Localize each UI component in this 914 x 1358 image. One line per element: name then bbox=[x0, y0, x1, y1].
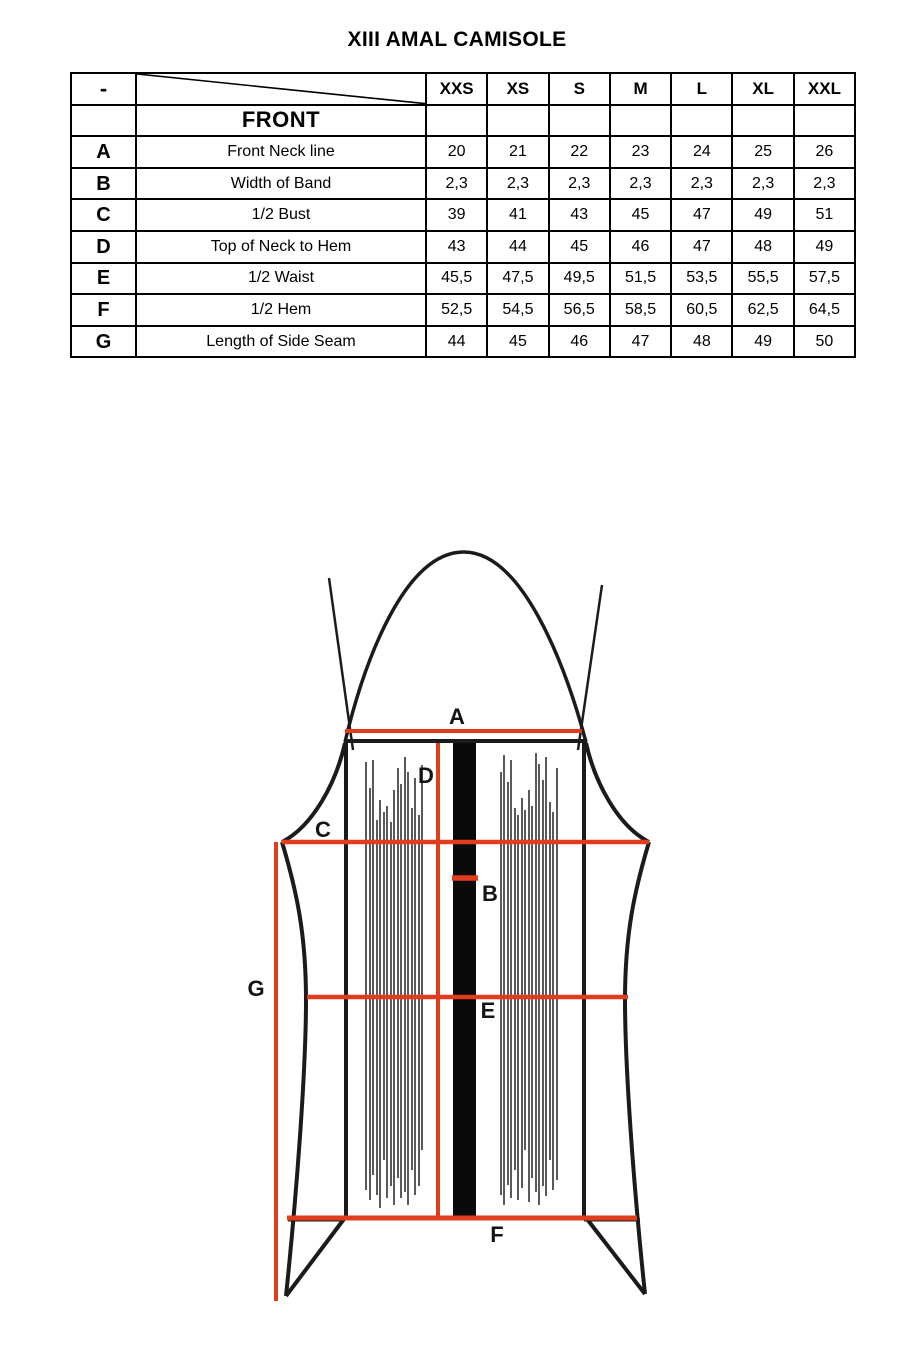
diagram-label-f: F bbox=[490, 1222, 504, 1247]
section-title-cell: FRONT bbox=[136, 105, 426, 137]
size-value: 64,5 bbox=[794, 294, 855, 326]
size-value: 45 bbox=[610, 199, 671, 231]
size-value: 2,3 bbox=[549, 168, 610, 200]
pleat-lines-right bbox=[501, 753, 557, 1205]
size-value: 41 bbox=[487, 199, 548, 231]
size-value: 45,5 bbox=[426, 263, 487, 295]
row-name: 1/2 Hem bbox=[136, 294, 426, 326]
row-letter: B bbox=[71, 168, 136, 200]
size-header: XL bbox=[732, 73, 793, 105]
size-value: 52,5 bbox=[426, 294, 487, 326]
size-value: 47 bbox=[610, 326, 671, 358]
size-value: 58,5 bbox=[610, 294, 671, 326]
row-name: Front Neck line bbox=[136, 136, 426, 168]
row-letter: G bbox=[71, 326, 136, 358]
size-value: 49 bbox=[732, 199, 793, 231]
row-letter: F bbox=[71, 294, 136, 326]
size-value: 57,5 bbox=[794, 263, 855, 295]
row-letter: A bbox=[71, 136, 136, 168]
size-value: 47 bbox=[671, 199, 732, 231]
size-header: XXS bbox=[426, 73, 487, 105]
size-value: 51 bbox=[794, 199, 855, 231]
left-hem-flare bbox=[286, 1219, 344, 1296]
size-value: 21 bbox=[487, 136, 548, 168]
left-armhole-curve bbox=[282, 743, 345, 842]
diagram-label-e: E bbox=[480, 998, 496, 1023]
size-value: 46 bbox=[549, 326, 610, 358]
size-header: S bbox=[549, 73, 610, 105]
right-strap-line bbox=[578, 585, 602, 750]
diagram-label-b: B bbox=[482, 881, 498, 906]
corner-cell: - bbox=[71, 73, 136, 105]
size-value: 23 bbox=[610, 136, 671, 168]
size-header: L bbox=[671, 73, 732, 105]
size-value: 22 bbox=[549, 136, 610, 168]
size-value: 2,3 bbox=[487, 168, 548, 200]
size-value: 48 bbox=[732, 231, 793, 263]
neckline-curve bbox=[345, 552, 586, 742]
right-armhole-curve bbox=[586, 743, 649, 842]
page-title: XIII AMAL CAMISOLE bbox=[347, 28, 567, 51]
size-value: 24 bbox=[671, 136, 732, 168]
row-name: 1/2 Bust bbox=[136, 199, 426, 231]
size-value: 62,5 bbox=[732, 294, 793, 326]
size-value: 60,5 bbox=[671, 294, 732, 326]
size-value: 46 bbox=[610, 231, 671, 263]
size-value: 54,5 bbox=[487, 294, 548, 326]
size-value: 51,5 bbox=[610, 263, 671, 295]
row-name: 1/2 Waist bbox=[136, 263, 426, 295]
size-value: 50 bbox=[794, 326, 855, 358]
diagram-label-g: G bbox=[247, 976, 265, 1001]
size-value: 43 bbox=[426, 231, 487, 263]
size-value: 55,5 bbox=[732, 263, 793, 295]
size-value: 26 bbox=[794, 136, 855, 168]
size-value: 2,3 bbox=[732, 168, 793, 200]
row-letter: E bbox=[71, 263, 136, 295]
size-value: 44 bbox=[426, 326, 487, 358]
size-header: XXL bbox=[794, 73, 855, 105]
diagram-label-c: C bbox=[315, 817, 331, 842]
size-value: 53,5 bbox=[671, 263, 732, 295]
right-hem-flare bbox=[587, 1219, 645, 1294]
row-letter: D bbox=[71, 231, 136, 263]
row-name: Length of Side Seam bbox=[136, 326, 426, 358]
size-header: XS bbox=[487, 73, 548, 105]
diagram-label-d: D bbox=[418, 763, 434, 788]
pleat-lines-left bbox=[366, 757, 422, 1208]
size-value: 20 bbox=[426, 136, 487, 168]
size-value: 49 bbox=[794, 231, 855, 263]
size-value: 44 bbox=[487, 231, 548, 263]
size-value: 49,5 bbox=[549, 263, 610, 295]
size-value: 49 bbox=[732, 326, 793, 358]
size-value: 2,3 bbox=[671, 168, 732, 200]
size-header: M bbox=[610, 73, 671, 105]
row-letter: C bbox=[71, 199, 136, 231]
left-strap-line bbox=[329, 578, 353, 750]
row-name: Top of Neck to Hem bbox=[136, 231, 426, 263]
size-value: 2,3 bbox=[794, 168, 855, 200]
size-value: 45 bbox=[549, 231, 610, 263]
size-value: 48 bbox=[671, 326, 732, 358]
size-value: 25 bbox=[732, 136, 793, 168]
size-value: 43 bbox=[549, 199, 610, 231]
center-band bbox=[453, 743, 476, 1219]
size-value: 45 bbox=[487, 326, 548, 358]
size-value: 2,3 bbox=[610, 168, 671, 200]
size-value: 47 bbox=[671, 231, 732, 263]
diagram-label-a: A bbox=[449, 704, 465, 729]
size-value: 47,5 bbox=[487, 263, 548, 295]
size-value: 2,3 bbox=[426, 168, 487, 200]
right-side-seam bbox=[625, 842, 649, 1294]
left-side-seam bbox=[282, 842, 306, 1296]
size-value: 39 bbox=[426, 199, 487, 231]
row-name: Width of Band bbox=[136, 168, 426, 200]
size-value: 56,5 bbox=[549, 294, 610, 326]
